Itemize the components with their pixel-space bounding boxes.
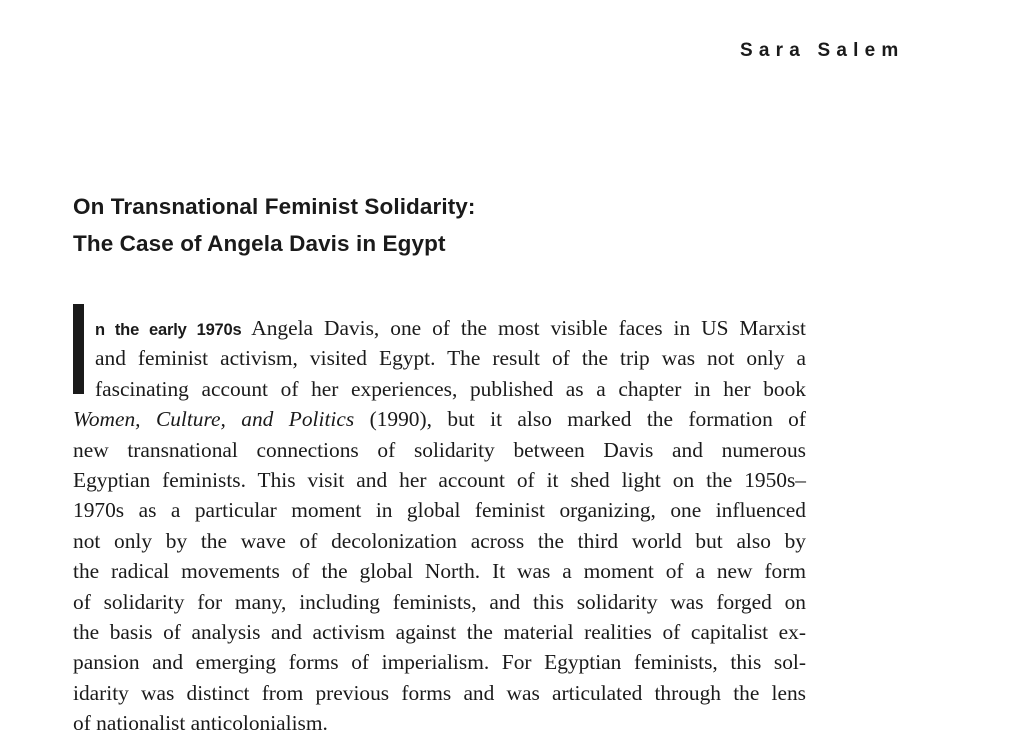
- body-line: fascinating account of her experiences, published as a chapter in her book: [95, 376, 806, 401]
- body-line: 1970s as a particular moment in global feminist organizing, one influenced: [73, 498, 806, 523]
- body-line: the basis of analysis and activism against the material realities of capitalist ex-: [73, 619, 806, 644]
- running-header-author: Sara Salem: [740, 40, 905, 61]
- body-text: Angela Davis, one of the most visible faces in US Marxist: [241, 316, 806, 340]
- article-title: [73, 188, 476, 262]
- body-line: the radical movements of the global North. It was a moment of a new form: [73, 559, 806, 584]
- body-line: idarity was distinct from previous forms and was articulated through the lens: [73, 680, 806, 705]
- body-line: Egyptian feminists. This visit and her account of it shed light on the 1950s–: [73, 467, 806, 492]
- body-line: and feminist activism, visited Egypt. The result of the trip was not only a: [95, 346, 806, 371]
- article-title-line-1: On Transnational Feminist Solidarity:: [73, 194, 476, 219]
- body-line: of solidarity for many, including feminists, and this solidarity was forged on: [73, 589, 806, 614]
- body-line: [73, 313, 806, 343]
- book-title: Women, Culture, and Politics: [73, 407, 355, 432]
- lead-in-text: n the early 1970s: [95, 321, 242, 339]
- body-line: pansion and emerging forms of imperialism. For Egyptian feminists, this sol-: [73, 650, 806, 675]
- article-title-line-2: The Case of Angela Davis in Egypt: [73, 231, 446, 256]
- body-line: new transnational connections of solidarity between Davis and numerous: [73, 437, 806, 462]
- body-line: [73, 404, 806, 434]
- body-line: not only by the wave of decolonization across the third world but also by: [73, 528, 806, 553]
- article-body: [73, 313, 806, 738]
- body-line: of nationalist anticolonialism.: [73, 711, 328, 736]
- body-text: (1990), but it also marked the formation of: [354, 407, 807, 432]
